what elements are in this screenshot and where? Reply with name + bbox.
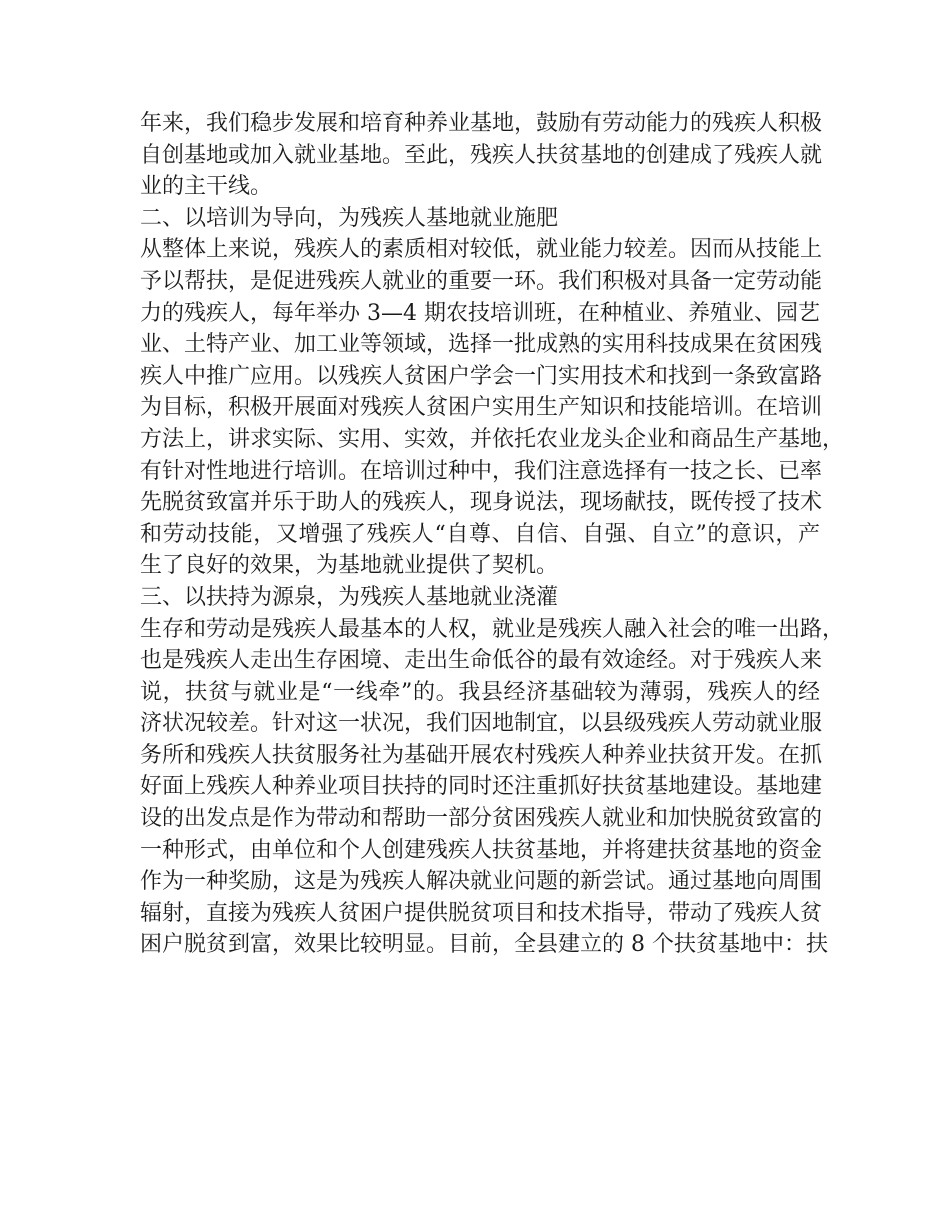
paragraph-line: 方法上，讲求实际、实用、实效，并依托农业龙头企业和商品生产基地，: [140, 426, 845, 452]
paragraph-line: 年来，我们稳步发展和培育种养业基地，鼓励有劳动能力的残疾人积极: [140, 111, 823, 136]
section-heading: 三、以扶持为源泉，为残疾人基地就业浇灌: [140, 584, 559, 610]
paragraph-line: 作为一种奖励，这是为残疾人解决就业问题的新尝试。通过基地向周围: [140, 869, 823, 895]
paragraph-line: 说，扶贫与就业是“一线牵”的。我县经济基础较为薄弱，残疾人的经: [140, 679, 820, 705]
paragraph-line: 设的出发点是作为带动和帮助一部分贫困残疾人就业和加快脱贫致富的: [140, 806, 823, 832]
paragraph-line: 自创基地或加入就业基地。至此，残疾人扶贫基地的创建成了残疾人就: [140, 142, 823, 168]
paragraph-line: 有针对性地进行培训。在培训过种中，我们注意选择有一技之长、已率: [140, 458, 823, 484]
paragraph-line: 务所和残疾人扶贫服务社为基础开展农村残疾人种养业扶贫开发。在抓: [140, 742, 823, 768]
paragraph-line: 生了良好的效果，为基地就业提供了契机。: [140, 553, 559, 579]
paragraph-line: 业、土特产业、加工业等领域，选择一批成熟的实用科技成果在贫困残: [140, 332, 823, 358]
paragraph-line: 济状况较差。针对这一状况，我们因地制宜，以县级残疾人劳动就业服: [140, 711, 823, 737]
paragraph-line: 一种形式，由单位和个人创建残疾人扶贫基地，并将建扶贫基地的资金: [140, 837, 823, 863]
paragraph-line: 好面上残疾人种养业项目扶持的同时还注重抓好扶贫基地建设。基地建: [140, 774, 823, 800]
section-heading: 二、以培训为导向，为残疾人基地就业施肥: [140, 205, 559, 231]
paragraph-line: 生存和劳动是残疾人最基本的人权，就业是残疾人融入社会的唯一出路，: [140, 616, 845, 642]
paragraph-line: 予以帮扶，是促进残疾人就业的重要一环。我们积极对具备一定劳动能: [140, 268, 823, 294]
document-body: [140, 108, 845, 961]
paragraph-line: 从整体上来说，残疾人的素质相对较低，就业能力较差。因而从技能上: [140, 237, 823, 263]
paragraph-line: 为目标，积极开展面对残疾人贫困户实用生产知识和技能培训。在培训: [140, 395, 823, 421]
paragraph-line: 疾人中推广应用。以残疾人贫困户学会一门实用技术和找到一条致富路: [140, 363, 823, 389]
paragraph-line: 力的残疾人，每年举办 3—4 期农技培训班，在种植业、养殖业、园艺: [140, 300, 820, 326]
paragraph-line: 先脱贫致富并乐于助人的残疾人，现身说法，现场献技，既传授了技术: [140, 490, 823, 516]
paragraph-line: 也是残疾人走出生存困境、走出生命低谷的最有效途经。对于残疾人来: [140, 648, 823, 674]
paragraph-line: 业的主干线。: [140, 174, 273, 200]
paragraph-line: 和劳动技能，又增强了残疾人“自尊、自信、自强、自立”的意识，产: [140, 521, 820, 547]
paragraph-line: 辐射，直接为残疾人贫困户提供脱贫项目和技术指导，带动了残疾人贫: [140, 900, 823, 926]
paragraph-line: 困户脱贫到富，效果比较明显。目前，全县建立的 8 个扶贫基地中：扶: [140, 932, 828, 958]
